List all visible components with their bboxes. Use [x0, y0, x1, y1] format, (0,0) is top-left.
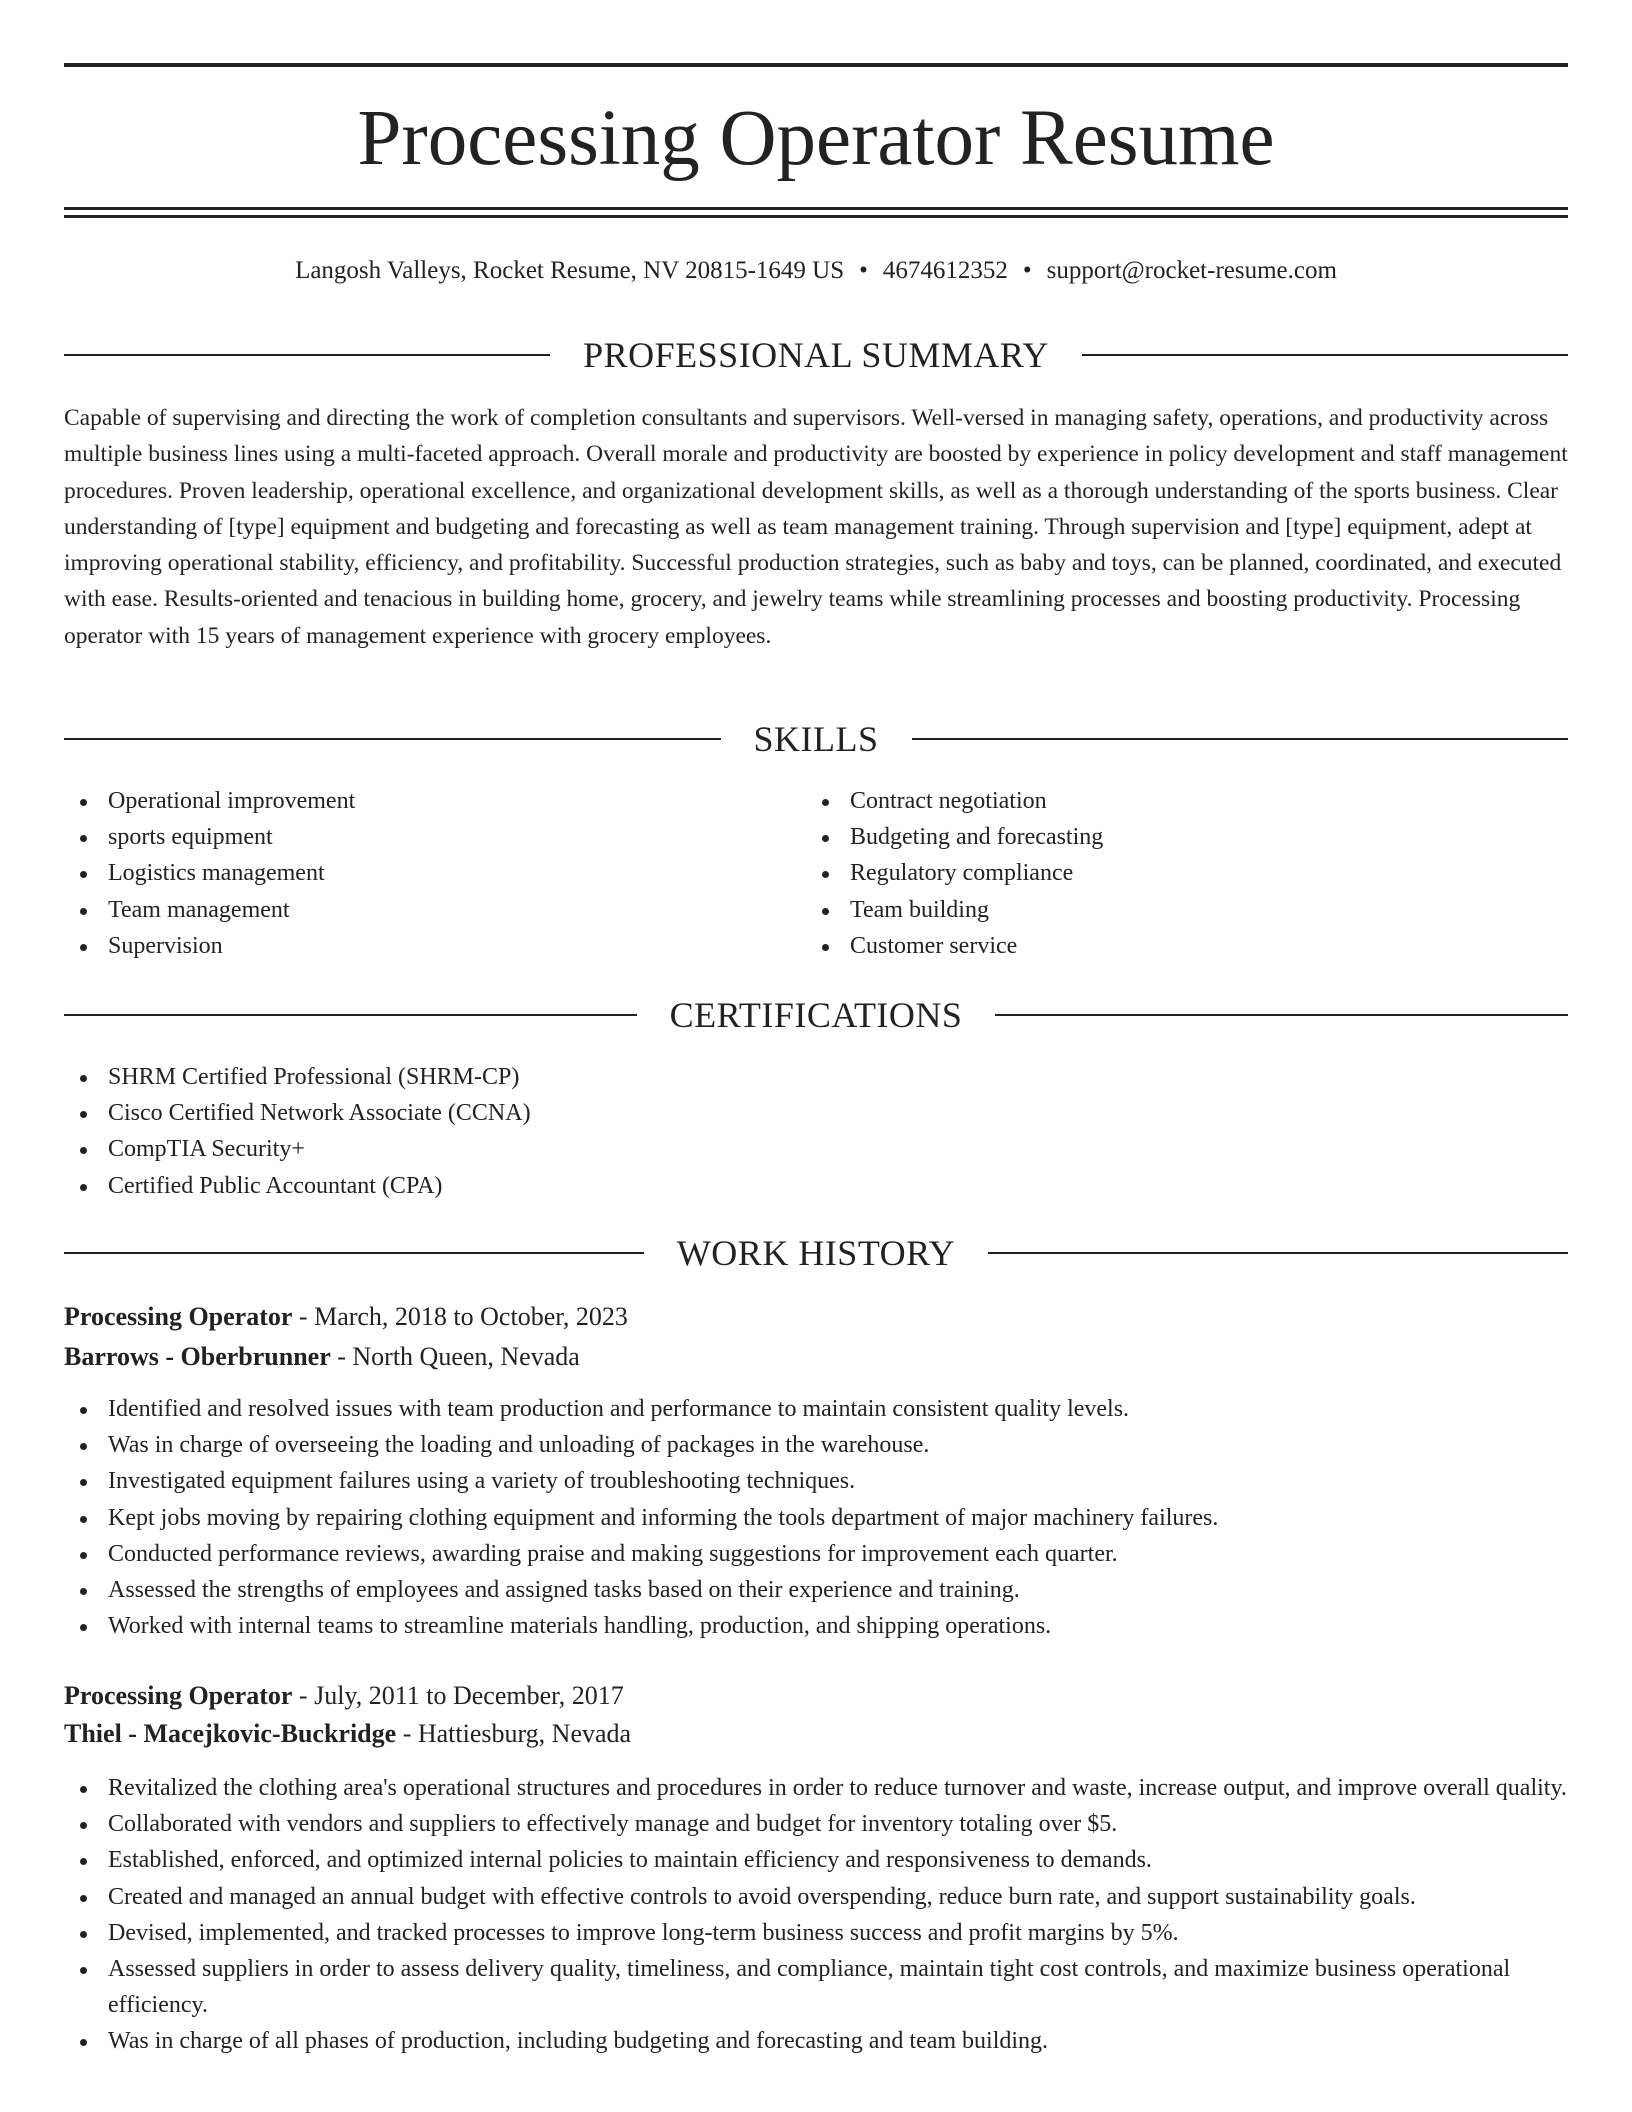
skill-item: Contract negotiation [806, 783, 1506, 819]
resume-title: Processing Operator Resume [357, 95, 1275, 182]
section-header-work-history [64, 1231, 1568, 1275]
job-bullet: Assessed the strengths of employees and assigned tasks based on their experience and training. [64, 1572, 1568, 1608]
section-rule [988, 1252, 1568, 1254]
section-rule [912, 738, 1569, 740]
job-dates: - March, 2018 to October, 2023 [292, 1302, 628, 1331]
section-header-certifications [64, 993, 1568, 1037]
contact-separator: • [859, 257, 868, 284]
summary-paragraph: Capable of supervising and directing the work of completion consultants and supervisors. Well-versed in managing safety, operations, and productivity across multiple business lines using a multi-faceted approach. Overall morale and productivity are boosted by experience in policy development and staff management procedures. Proven leadership, operational excellence, and organizational development skills, as well as a thorough understanding of the sports business. Clear understanding of [type] equipment and budgeting and forecasting as well as team management training. Through supervision and [type] equipment, adept at improving operational stability, efficiency, and profitability. Successful production strategies, such as baby and toys, can be planned, coordinated, and executed with ease. Results-oriented and tenacious in building home, grocery, and jewelry teams while streamlining processes and boosting productivity. Processing operator with 15 years of management experience with grocery employees. [64, 405, 1568, 649]
certification-item: Cisco Certified Network Associate (CCNA) [64, 1095, 1064, 1131]
job-title: Processing Operator [64, 1302, 293, 1331]
job-bullet: Devised, implemented, and tracked processes to improve long-term business success and profit margins by 5%. [64, 1915, 1568, 1951]
job-bullet: Was in charge of all phases of production, including budgeting and forecasting and team building. [64, 2023, 1568, 2059]
contact-email[interactable]: support@rocket-resume.com [1046, 257, 1337, 284]
job-bullet: Worked with internal teams to streamline materials handling, production, and shipping operations. [64, 1608, 1568, 1644]
job-location: - Hattiesburg, Nevada [396, 1719, 632, 1748]
job-company-line [64, 1339, 1568, 1375]
section-title-summary: PROFESSIONAL SUMMARY [583, 335, 1049, 375]
skills-list-right [806, 783, 1506, 964]
section-rule [64, 1252, 644, 1254]
skill-item: Budgeting and forecasting [806, 819, 1506, 855]
job-bullet-list [64, 1391, 1568, 1644]
section-rule [64, 1014, 637, 1016]
job-company: Barrows - Oberbrunner [64, 1342, 331, 1371]
section-rule [64, 354, 550, 356]
section-rule [1082, 354, 1568, 356]
certification-item: SHRM Certified Professional (SHRM-CP) [64, 1059, 1064, 1095]
certification-item: CompTIA Security+ [64, 1131, 1064, 1167]
certification-item: Certified Public Accountant (CPA) [64, 1168, 1064, 1204]
job-dates: - July, 2011 to December, 2017 [292, 1681, 624, 1710]
skill-item: Team building [806, 892, 1506, 928]
contact-address: Langosh Valleys, Rocket Resume, NV 20815-1649 US [295, 257, 845, 284]
job-location: - North Queen, Nevada [330, 1342, 580, 1371]
job-bullet: Assessed suppliers in order to assess delivery quality, timeliness, and compliance, maintain tight cost controls, and maximize business operational efficiency. [64, 1951, 1568, 2023]
top-rule [64, 63, 1568, 67]
section-header-summary [64, 333, 1568, 377]
job-bullet: Revitalized the clothing area's operational structures and procedures in order to reduce turnover and waste, increase output, and improve overall quality. [64, 1770, 1568, 1806]
job-bullet: Collaborated with vendors and suppliers to effectively manage and budget for inventory totaling over $5. [64, 1806, 1568, 1842]
section-rule [995, 1014, 1568, 1016]
job-bullet-list [64, 1770, 1568, 2060]
job-company: Thiel - Macejkovic-Buckridge [64, 1719, 397, 1748]
skill-item: Supervision [64, 928, 764, 964]
skill-item: sports equipment [64, 819, 764, 855]
title-rule-upper [64, 207, 1568, 210]
certifications-list [64, 1059, 1064, 1204]
job-title-line [64, 1299, 1568, 1335]
skill-item: Logistics management [64, 855, 764, 891]
section-header-skills [64, 717, 1568, 761]
job-title: Processing Operator [64, 1681, 293, 1710]
skills-list-left [64, 783, 764, 964]
job-company-line [64, 1716, 1568, 1752]
skill-item: Customer service [806, 928, 1506, 964]
job-bullet: Established, enforced, and optimized internal policies to maintain efficiency and responsiveness to demands. [64, 1842, 1568, 1878]
section-title-work-history: WORK HISTORY [676, 1233, 956, 1273]
job-bullet: Was in charge of overseeing the loading and unloading of packages in the warehouse. [64, 1427, 1568, 1463]
section-rule [64, 738, 721, 740]
job-bullet: Kept jobs moving by repairing clothing equipment and informing the tools department of major machinery failures. [64, 1500, 1568, 1536]
skill-item: Operational improvement [64, 783, 764, 819]
section-title-certifications: CERTIFICATIONS [669, 995, 963, 1035]
job-bullet: Investigated equipment failures using a variety of troubleshooting techniques. [64, 1463, 1568, 1499]
job-bullet: Conducted performance reviews, awarding praise and making suggestions for improvement each quarter. [64, 1536, 1568, 1572]
job-title-line [64, 1678, 1568, 1714]
job-bullet: Identified and resolved issues with team production and performance to maintain consistent quality levels. [64, 1391, 1568, 1427]
skill-item: Regulatory compliance [806, 855, 1506, 891]
section-title-skills: SKILLS [753, 719, 879, 759]
job-bullet: Created and managed an annual budget with effective controls to avoid overspending, reduce burn rate, and support sustainability goals. [64, 1879, 1568, 1915]
contact-phone: 4674612352 [882, 257, 1008, 284]
contact-separator: • [1022, 257, 1032, 284]
title-rule-lower [64, 215, 1568, 218]
skill-item: Team management [64, 892, 764, 928]
contact-line [64, 254, 1568, 288]
